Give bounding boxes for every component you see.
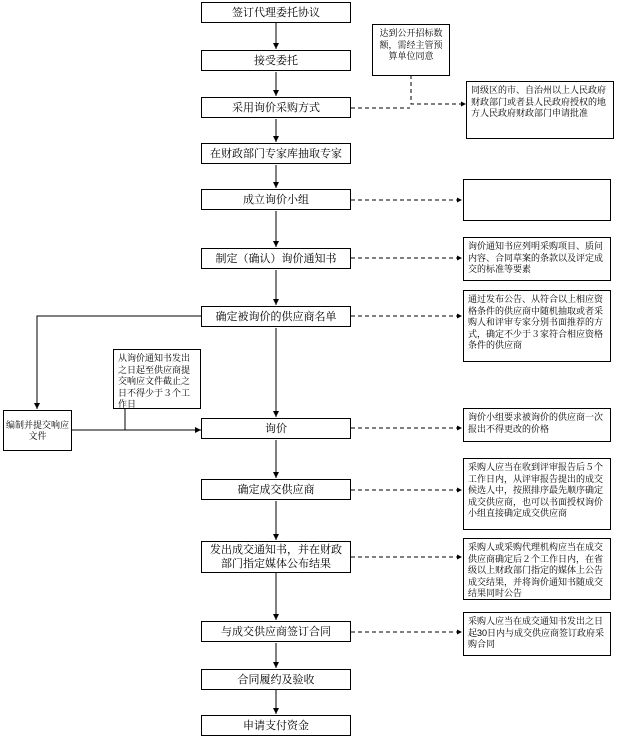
node-label: 确定成交供应商 (237, 483, 315, 496)
note-award-decision-rule (463, 458, 611, 530)
node-label: 申请支付资金 (243, 719, 309, 732)
flow-node-contract-performance-acceptance[interactable] (201, 669, 351, 690)
note-public-bidding-threshold (372, 24, 450, 76)
note-text: 询价小组要求被询价的供应商一次报出不得更改的价格 (468, 412, 604, 434)
note-text: 通过发布公告、从符合以上相应资格条件的供应商中随机抽取或者采购人和评审专家分别书面推荐的方式，确定不少于３家符合相应资格条件的供应商 (468, 294, 604, 350)
note-contract-deadline-rule (463, 612, 611, 656)
node-label: 与成交供应商签订合同 (221, 625, 331, 638)
note-inquiry-group-blank (463, 179, 611, 221)
flow-node-apply-payment[interactable] (201, 715, 351, 736)
note-text: 同级区的市、自治州以上人民政府财政部门或者县人民政府授权的地方人民政府财政部门申请批准 (471, 85, 607, 118)
node-label: 确定被询价的供应商名单 (215, 310, 337, 323)
note-text: 采购人或采购代理机构应当在成交供应商确定后２个工作日内，在省级以上财政部门指定的媒体上公告成交结果，并将询价通知书随成交结果同时公告 (468, 542, 604, 598)
flow-node-adopt-inquiry-method[interactable] (201, 97, 351, 118)
flow-node-submit-response-documents[interactable] (3, 410, 72, 451)
flow-node-make-inquiry-notice[interactable] (201, 248, 351, 269)
note-response-deadline (113, 349, 201, 409)
flow-node-inquiry[interactable] (201, 418, 351, 439)
flow-node-sign-agency-agreement[interactable] (201, 2, 351, 23)
note-one-time-quote (463, 408, 611, 442)
node-label: 合同履约及验收 (237, 673, 315, 686)
node-label: 编制并提交响应文件 (6, 419, 70, 441)
flow-node-determine-supplier-list[interactable] (201, 306, 351, 327)
node-label: 成立询价小组 (243, 193, 309, 206)
node-label: 发出成交通知书，并在财政部门指定媒体公布结果 (210, 544, 342, 570)
note-approval-authority (466, 81, 614, 139)
node-label: 制定（确认）询价通知书 (215, 252, 337, 265)
note-text: 采购人应当在成交通知书发出之日起30日内与成交供应商签订政府采购合同 (468, 616, 605, 649)
note-text: 询价通知书应列明采购项目、质问内容、合同草案的条款以及评定成交的标准等要素 (468, 241, 604, 274)
note-result-announcement-rule (463, 538, 611, 600)
flow-node-issue-award-notice[interactable] (201, 541, 351, 573)
note-inquiry-notice-contents (463, 237, 611, 281)
flow-node-determine-winning-supplier[interactable] (201, 479, 351, 500)
node-label: 询价 (265, 422, 287, 435)
note-supplier-selection-method (463, 290, 611, 362)
flow-node-accept-commission[interactable] (201, 50, 351, 71)
note-text: 达到公开招标数额，需经主管预算单位同意 (379, 28, 443, 61)
node-label: 接受委托 (254, 54, 298, 67)
node-label: 采用询价采购方式 (232, 101, 320, 114)
flow-node-draw-experts[interactable] (201, 143, 351, 164)
node-label: 在财政部门专家库抽取专家 (210, 147, 342, 160)
note-text: 从询价通知书发出之日起至供应商提交响应文件截止之日不得少于３个工作日 (118, 353, 191, 409)
flow-node-sign-contract[interactable] (201, 621, 351, 642)
flow-node-form-inquiry-group[interactable] (201, 189, 351, 210)
note-text: 采购人应当在收到评审报告后５个工作日内，从评审报告提出的成交候选人中，按照排序最先顺序确定成交供应商，也可以书面授权询价小组直接确定成交供应商 (468, 462, 604, 518)
node-label: 签订代理委托协议 (232, 6, 320, 19)
